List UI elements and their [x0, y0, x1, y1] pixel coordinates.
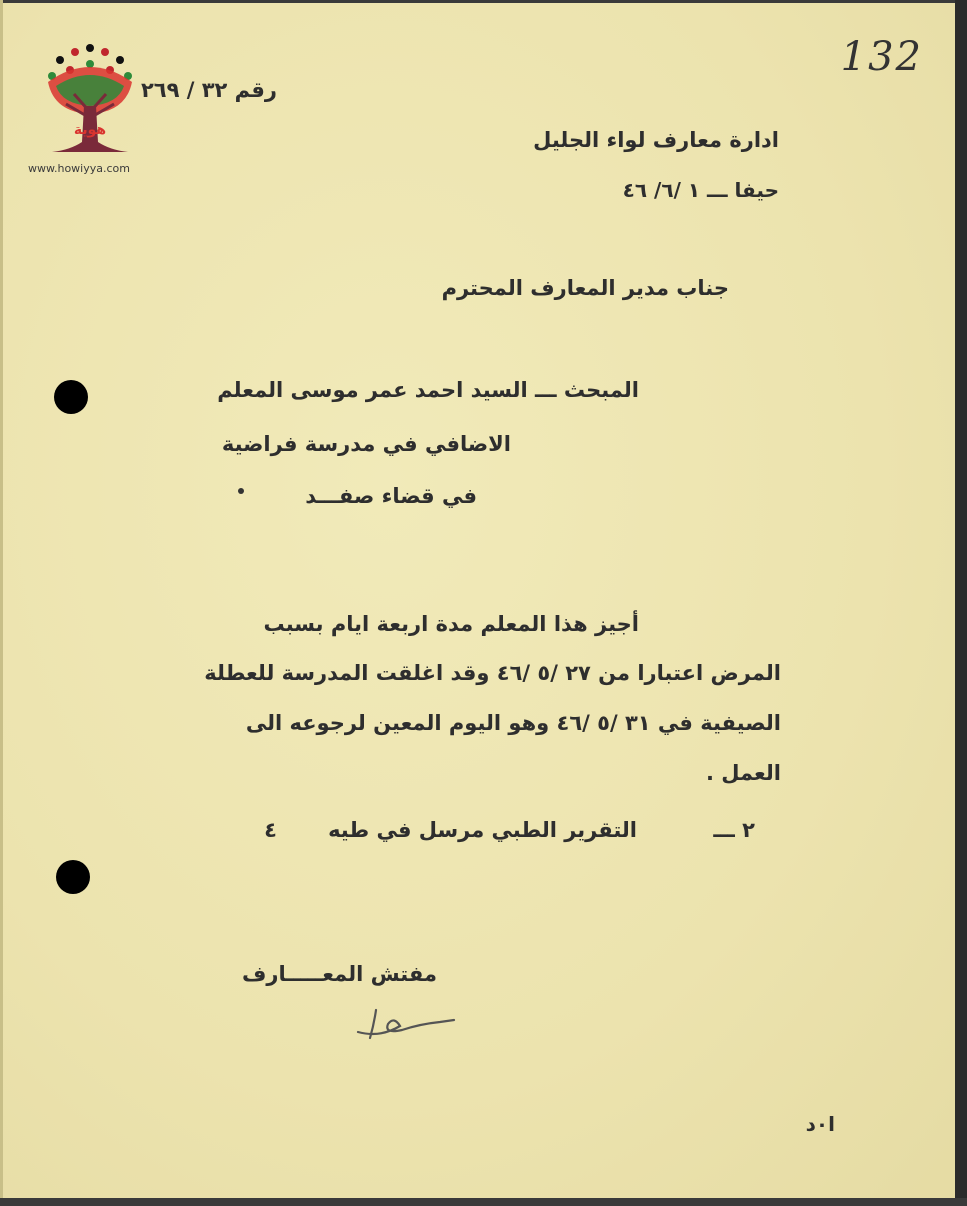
subject-line-2: الاضافي في مدرسة فراضية — [221, 432, 511, 456]
logo-url: www.howiyya.com — [28, 162, 130, 175]
item-number: ٢ ـــ — [713, 818, 755, 842]
body-line-2: المرض اعتبارا من ٢٧ /٥ /٤٦ وقد اغلقت المدرسة للعطلة — [204, 661, 781, 685]
subject-period — [238, 488, 244, 494]
addressee: جناب مدير المعارف المحترم — [441, 276, 729, 300]
item-end-mark: ٤ — [264, 818, 277, 842]
scan-edge-top — [0, 0, 967, 3]
body-line-1: أجيز هذا المعلم مدة اربعة ايام بسبب — [263, 612, 639, 636]
footer-code: ا٠د — [805, 1112, 835, 1136]
punch-hole-top — [54, 380, 88, 414]
subject-line-1: المبحث ـــ السيد احمد عمر موسى المعلم — [217, 378, 639, 402]
page-number: 132 — [840, 34, 923, 80]
item-text: التقرير الطبي مرسل في طيه — [328, 818, 637, 842]
subject-line-3: في قضاء صفـــد — [305, 484, 477, 508]
logo-lettering: هوية — [73, 122, 107, 138]
department-name: ادارة معارف لواء الجليل — [533, 128, 779, 152]
body-line-3: الصيفية في ٣١ /٥ /٤٦ وهو اليوم المعين لرجوعه الى — [245, 711, 781, 735]
reference-number: رقم ٣٢ / ٢٦٩ — [140, 78, 277, 102]
scan-edge-left — [0, 0, 3, 1206]
date-line: حيفا ـــ ١ /٦/ ٤٦ — [622, 178, 779, 202]
scan-edge-bottom — [0, 1198, 967, 1206]
handwritten-signature — [350, 1004, 460, 1044]
scan-edge-right — [955, 0, 967, 1206]
howiyya-logo — [30, 42, 150, 172]
punch-hole-bottom — [56, 860, 90, 894]
body-line-4: العمل . — [705, 761, 781, 785]
signatory-title: مفتش المعـــــارف — [242, 962, 437, 986]
